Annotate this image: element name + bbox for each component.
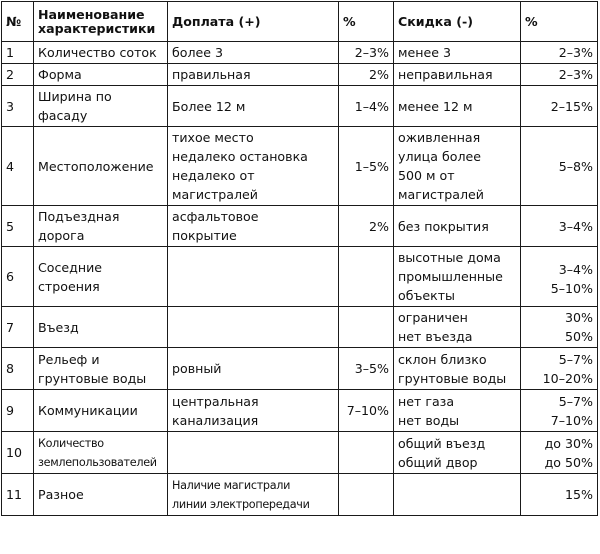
cell-surcharge-line: более 3	[172, 45, 224, 60]
header-pct-discount: %	[521, 2, 598, 42]
cell-discount	[394, 247, 521, 307]
cell-pct-discount	[521, 348, 598, 390]
cell-num: 11	[2, 474, 34, 516]
cell-pct-surcharge	[339, 206, 394, 247]
cell-surcharge-line: Более 12 м	[172, 98, 246, 114]
table-row	[2, 307, 598, 348]
cell-surcharge	[168, 390, 339, 432]
cell-pct-discount	[521, 86, 598, 127]
cell-surcharge-line: покрытие	[172, 228, 237, 243]
cell-pct-discount	[521, 127, 598, 206]
cell-surcharge-line: центральная	[172, 393, 259, 409]
characteristics-table	[1, 1, 598, 516]
cell-name-line: строения	[38, 278, 100, 294]
header-row	[2, 2, 598, 42]
cell-num: 6	[2, 247, 34, 307]
cell-name	[34, 42, 168, 64]
cell-surcharge	[168, 474, 339, 516]
table-row	[2, 127, 598, 206]
cell-surcharge	[168, 432, 339, 474]
cell-pct-discount	[521, 390, 598, 432]
table-row	[2, 206, 598, 247]
table-row	[2, 64, 598, 86]
cell-name-line: Количество	[38, 436, 104, 450]
cell-pct-surcharge	[339, 348, 394, 390]
cell-pct-surcharge	[339, 42, 394, 64]
cell-pct-discount	[521, 247, 598, 307]
cell-name	[34, 348, 168, 390]
cell-pct-surcharge-line: 2–3%	[354, 45, 389, 60]
cell-discount-line: менее 3	[398, 45, 451, 60]
cell-name	[34, 390, 168, 432]
cell-discount	[394, 86, 521, 127]
cell-discount-line: магистралей	[398, 187, 484, 202]
cell-name-line: дорога	[38, 228, 85, 243]
cell-discount-line: грунтовые воды	[398, 370, 507, 386]
table-row	[2, 86, 598, 127]
cell-num: 5	[2, 206, 34, 247]
cell-pct-discount-line: 10–20%	[542, 370, 593, 386]
cell-pct-surcharge-line: 1–5%	[354, 158, 389, 174]
cell-pct-surcharge-line: 3–5%	[354, 361, 389, 376]
table-row	[2, 432, 598, 474]
cell-pct-surcharge	[339, 432, 394, 474]
cell-name-line: Подъездная	[38, 209, 120, 224]
cell-pct-surcharge-line: 7–10%	[346, 403, 389, 418]
cell-name-line: Коммуникации	[38, 403, 138, 418]
cell-surcharge-line: канализация	[172, 412, 259, 428]
cell-pct-surcharge-line: 2%	[369, 218, 389, 234]
cell-surcharge-line: магистралей	[172, 187, 258, 202]
cell-surcharge-line: ровный	[172, 361, 222, 376]
cell-name-line: Въезд	[38, 319, 79, 335]
cell-name-line: грунтовые воды	[38, 370, 147, 386]
cell-discount-line: объекты	[398, 288, 456, 303]
cell-discount-line: нет въезда	[398, 329, 473, 344]
cell-name-line: Форма	[38, 67, 82, 82]
cell-name	[34, 432, 168, 474]
cell-pct-discount	[521, 206, 598, 247]
cell-pct-surcharge-line: 1–4%	[354, 98, 389, 114]
cell-discount-line: промышленные	[398, 269, 503, 284]
cell-pct-discount-line: 2–3%	[558, 67, 593, 82]
cell-surcharge	[168, 127, 339, 206]
cell-discount-line: высотные дома	[398, 250, 501, 265]
cell-name	[34, 86, 168, 127]
cell-pct-surcharge-line: 2%	[369, 67, 389, 82]
cell-pct-discount	[521, 64, 598, 86]
cell-surcharge	[168, 64, 339, 86]
cell-name-line: фасаду	[38, 108, 88, 123]
cell-discount-line: склон близко	[398, 351, 487, 367]
cell-discount-line: улица более	[398, 149, 481, 164]
cell-pct-discount	[521, 307, 598, 348]
cell-pct-surcharge	[339, 64, 394, 86]
cell-name-line: Рельеф и	[38, 351, 100, 367]
cell-surcharge-line: Наличие магистрали	[172, 478, 291, 492]
cell-name-line: Соседние	[38, 259, 103, 275]
cell-discount-line: общий двор	[398, 454, 478, 470]
cell-pct-discount	[521, 474, 598, 516]
table-row	[2, 348, 598, 390]
cell-discount-line: ограничен	[398, 310, 468, 325]
cell-name-line: Местоположение	[38, 158, 154, 174]
cell-pct-discount-line: 5–7%	[558, 393, 593, 409]
cell-discount	[394, 390, 521, 432]
cell-name	[34, 64, 168, 86]
cell-discount-line: неправильная	[398, 67, 493, 82]
cell-pct-discount-line: 7–10%	[550, 412, 593, 428]
cell-pct-discount-line: 5–8%	[558, 158, 593, 174]
cell-discount	[394, 127, 521, 206]
cell-discount-line: нет воды	[398, 412, 460, 428]
header-pct-surcharge: %	[339, 2, 394, 42]
cell-discount	[394, 474, 521, 516]
table-body	[2, 42, 598, 516]
cell-surcharge	[168, 206, 339, 247]
cell-discount	[394, 348, 521, 390]
cell-num: 3	[2, 86, 34, 127]
cell-surcharge	[168, 86, 339, 127]
cell-pct-discount-line: 2–3%	[558, 45, 593, 60]
cell-pct-discount	[521, 42, 598, 64]
cell-pct-discount-line: 3–4%	[558, 262, 593, 277]
cell-num: 2	[2, 64, 34, 86]
cell-surcharge-line: правильная	[172, 67, 251, 82]
cell-discount-line: без покрытия	[398, 218, 489, 234]
table-row	[2, 247, 598, 307]
cell-num: 9	[2, 390, 34, 432]
cell-pct-surcharge	[339, 86, 394, 127]
cell-pct-surcharge	[339, 307, 394, 348]
cell-name-line: землепользователей	[38, 455, 157, 469]
cell-pct-surcharge	[339, 390, 394, 432]
cell-discount	[394, 206, 521, 247]
header-num: №	[2, 2, 34, 42]
cell-discount-line: нет газа	[398, 393, 455, 409]
cell-name	[34, 206, 168, 247]
cell-name	[34, 127, 168, 206]
cell-num: 8	[2, 348, 34, 390]
cell-name	[34, 307, 168, 348]
cell-surcharge	[168, 348, 339, 390]
cell-discount	[394, 64, 521, 86]
cell-pct-discount	[521, 432, 598, 474]
cell-discount	[394, 432, 521, 474]
cell-pct-discount-line: 5–10%	[550, 281, 593, 296]
cell-pct-discount-line: 5–7%	[558, 351, 593, 367]
cell-surcharge-line: недалеко остановка	[172, 149, 308, 164]
cell-surcharge	[168, 42, 339, 64]
cell-pct-surcharge	[339, 247, 394, 307]
header-surcharge: Доплата (+)	[168, 2, 339, 42]
cell-discount-line: менее 12 м	[398, 98, 473, 114]
table-row	[2, 474, 598, 516]
cell-discount-line: оживленная	[398, 130, 481, 145]
cell-num: 7	[2, 307, 34, 348]
cell-name	[34, 247, 168, 307]
cell-pct-surcharge	[339, 474, 394, 516]
cell-pct-discount-line: 30%	[565, 310, 593, 325]
cell-name-line: Разное	[38, 487, 84, 502]
cell-num: 1	[2, 42, 34, 64]
cell-pct-discount-line: 15%	[565, 487, 593, 502]
cell-surcharge-line: линии электропередачи	[172, 497, 310, 511]
cell-surcharge	[168, 247, 339, 307]
cell-discount-line: 500 м от	[398, 168, 455, 183]
cell-pct-discount-line: до 50%	[544, 454, 593, 470]
cell-pct-surcharge	[339, 127, 394, 206]
cell-discount	[394, 42, 521, 64]
cell-name-line: Количество соток	[38, 45, 157, 60]
cell-num: 10	[2, 432, 34, 474]
cell-name-line: Ширина по	[38, 89, 112, 104]
cell-discount-line: общий въезд	[398, 435, 486, 451]
cell-pct-discount-line: до 30%	[544, 435, 593, 451]
cell-pct-discount-line: 50%	[565, 329, 593, 344]
cell-surcharge-line: недалеко от	[172, 168, 255, 183]
cell-pct-discount-line: 3–4%	[558, 218, 593, 234]
cell-discount	[394, 307, 521, 348]
cell-name	[34, 474, 168, 516]
cell-surcharge	[168, 307, 339, 348]
cell-surcharge-line: тихое место	[172, 130, 254, 145]
header-name: Наименование характеристики	[34, 2, 168, 42]
cell-surcharge-line: асфальтовое	[172, 209, 259, 224]
cell-pct-discount-line: 2–15%	[550, 98, 593, 114]
table-row	[2, 390, 598, 432]
header-discount: Скидка (-)	[394, 2, 521, 42]
table-row	[2, 42, 598, 64]
cell-num: 4	[2, 127, 34, 206]
